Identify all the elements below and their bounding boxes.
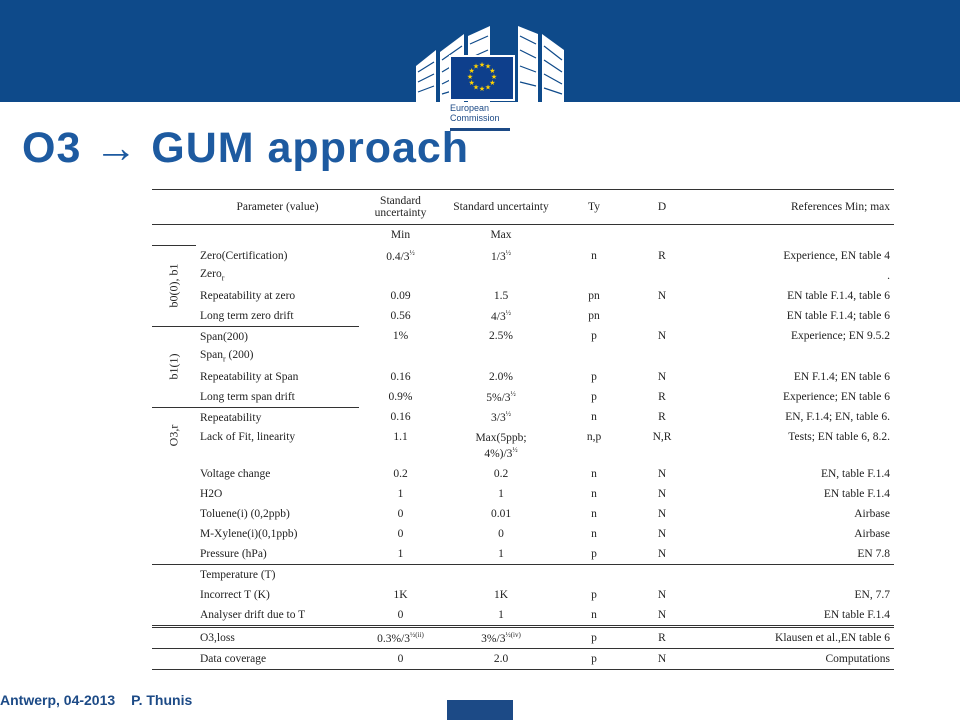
header-references: References Min; max: [791, 201, 890, 213]
group-label-o3r: O3,r: [152, 407, 196, 464]
svg-text:★: ★: [484, 62, 492, 71]
svg-text:★: ★: [478, 85, 486, 93]
table-row: Toluene(i) (0,2ppb) 0 0.01 n N Airbase: [200, 507, 890, 520]
slide-title: O3 → GUM approach: [22, 124, 470, 172]
svg-text:★: ★: [468, 67, 475, 75]
table-row: Voltage change 0.2 0.2 n N EN, table F.1.4: [200, 467, 890, 480]
header-d: D: [657, 201, 667, 213]
table-row: Repeatability at zero 0.09 1.5 pn N EN table F.1.4, table 6: [200, 289, 890, 302]
footer: [0, 692, 204, 708]
table-row: Lack of Fit, linearity 1.1 Max(5ppb; $4\%)/3^{\frac{1}{2}}$ n,p N,R Tests; EN table 6, 8.2.: [200, 430, 890, 460]
footer-author: P. Thunis: [131, 692, 193, 708]
svg-text:★: ★: [490, 73, 498, 81]
subheader-min: Min: [390, 229, 411, 242]
svg-text:★: ★: [468, 79, 475, 87]
table-row: H2O 1 1 n N EN table F.1.4: [200, 487, 890, 500]
table-row: Incorrect T (K) 1K 1K p N EN, 7.7: [200, 588, 890, 601]
logo-caption: [450, 103, 500, 123]
svg-text:★: ★: [489, 67, 496, 75]
parameter-table: [152, 189, 894, 670]
table-row: O3,r Repeatability 0.16 $3/3^{\frac{1}{2}}$ n R EN, F.1.4; EN, table 6.: [152, 407, 894, 428]
table-row: Zero$_r$ .: [200, 268, 890, 283]
svg-text:★: ★: [484, 83, 492, 92]
group-header-cell: [152, 190, 196, 225]
svg-text:★: ★: [478, 61, 486, 69]
svg-text:★: ★: [489, 79, 496, 87]
footer-flag-box: [447, 700, 513, 720]
table-row: Long term span drift 0.9% $5\%/3^{\frac{1}{2}}$ p R Experience; EN table 6: [200, 389, 890, 404]
group-label-b0: b0(0), b1: [152, 246, 196, 327]
logo-line-commission: Commission: [450, 113, 500, 123]
table-row: O3,loss $0.3\%/3^{\frac{1}{2}(ii)}$ $3\%/3^{\frac{1}{2}(iv)}$ p R Klausen et al.,EN table 6: [152, 626, 894, 648]
table-row: Analyser drift due to T 0 1 n N EN table F.1.4: [200, 608, 890, 621]
group-label-b1: b1(1): [152, 326, 196, 407]
table-row: M-Xylene(i)(0,1ppb) 0 0 n N Airbase: [200, 527, 890, 540]
header-parameter: Parameter (value): [236, 201, 319, 213]
svg-text:★: ★: [472, 62, 480, 71]
table-row: b0(0), b1 Zero(Certification) $0.4/3^{\frac{1}{2}}$ $1/3^{\frac{1}{2}}$ n R Experience, EN table 4: [152, 246, 894, 266]
header-std-uncertainty-max: Standard uncertainty: [453, 201, 549, 213]
header-ty: Ty: [588, 201, 600, 213]
logo-line-european: European: [450, 103, 490, 113]
table-row: Temperature (T): [152, 564, 894, 585]
svg-text:★: ★: [466, 73, 474, 81]
svg-text:★: ★: [472, 83, 480, 92]
table-row: Long term zero drift 0.56 $4/3^{\frac{1}{2}}$ pn EN table F.1.4; table 6: [200, 308, 890, 323]
table-row: Span$_r$ (200): [200, 349, 254, 364]
subheader-max: Max: [490, 229, 512, 242]
table-row: Pressure (hPa) 1 1 p N EN 7.8: [200, 547, 890, 560]
table-row: Data coverage 0 2.0 p N Computations: [152, 648, 894, 669]
table-row: Repeatability at Span 0.16 2.0% p N EN F.1.4; EN table 6: [200, 370, 890, 383]
table-row: b1(1) Span(200) 1% 2.5% p N Experience; EN 9.5.2: [152, 326, 894, 347]
header-std-uncertainty-min: Standard uncertainty: [374, 195, 427, 219]
footer-location-date: Antwerp, 04-2013: [0, 692, 116, 708]
